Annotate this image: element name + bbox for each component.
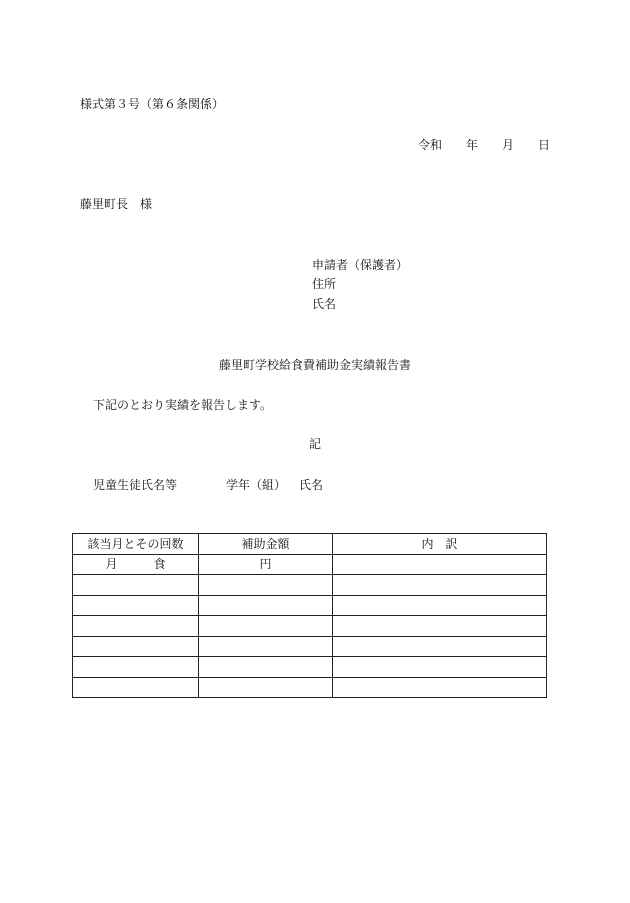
table-row (73, 575, 547, 596)
student-label: 児童生徒氏名等 (93, 478, 178, 492)
date-line: 令和 年 月 日 (418, 138, 551, 152)
table-header-row (73, 534, 547, 555)
table-cell[interactable] (199, 575, 333, 596)
applicant-name-label: 氏名 (312, 297, 337, 311)
table-cell[interactable] (199, 677, 333, 698)
cell-breakdown[interactable] (333, 554, 547, 575)
table-cell[interactable] (333, 595, 547, 616)
table-row (73, 595, 547, 616)
table-cell[interactable] (73, 616, 199, 637)
ki-label: 記 (308, 437, 321, 451)
header-month-count: 該当月とその回数 (73, 534, 199, 555)
table-cell[interactable] (199, 595, 333, 616)
table-cell[interactable] (333, 616, 547, 637)
table-cell[interactable] (333, 575, 547, 596)
table-cell[interactable] (333, 677, 547, 698)
table-cell[interactable] (199, 636, 333, 657)
cell-yen[interactable]: 円 (199, 554, 333, 575)
grade-label: 学年（組） (226, 478, 287, 492)
header-subsidy-amount: 補助金額 (199, 534, 333, 555)
addressee: 藤里町長 様 (80, 197, 153, 211)
form-number: 様式第３号（第６条関係） (80, 97, 225, 111)
intro-text: 下記のとおり実績を報告します。 (93, 398, 273, 412)
table-cell[interactable] (333, 657, 547, 678)
table-cell[interactable] (73, 575, 199, 596)
report-table (72, 533, 547, 698)
table-row (73, 554, 547, 575)
cell-month-meals[interactable]: 月 食 (73, 554, 199, 575)
table-cell[interactable] (73, 657, 199, 678)
student-name-label: 氏名 (299, 478, 324, 492)
table-cell[interactable] (73, 677, 199, 698)
address-label: 住所 (312, 277, 337, 291)
applicant-label: 申請者（保護者） (312, 258, 409, 272)
table-row (73, 657, 547, 678)
table-row (73, 636, 547, 657)
table-cell[interactable] (333, 636, 547, 657)
header-breakdown: 内 訳 (333, 534, 547, 555)
table-cell[interactable] (73, 595, 199, 616)
table-row (73, 677, 547, 698)
table-cell[interactable] (199, 657, 333, 678)
table-row (73, 616, 547, 637)
table-cell[interactable] (199, 616, 333, 637)
table-cell[interactable] (73, 636, 199, 657)
document-title: 藤里町学校給食費補助金実績報告書 (218, 358, 411, 372)
